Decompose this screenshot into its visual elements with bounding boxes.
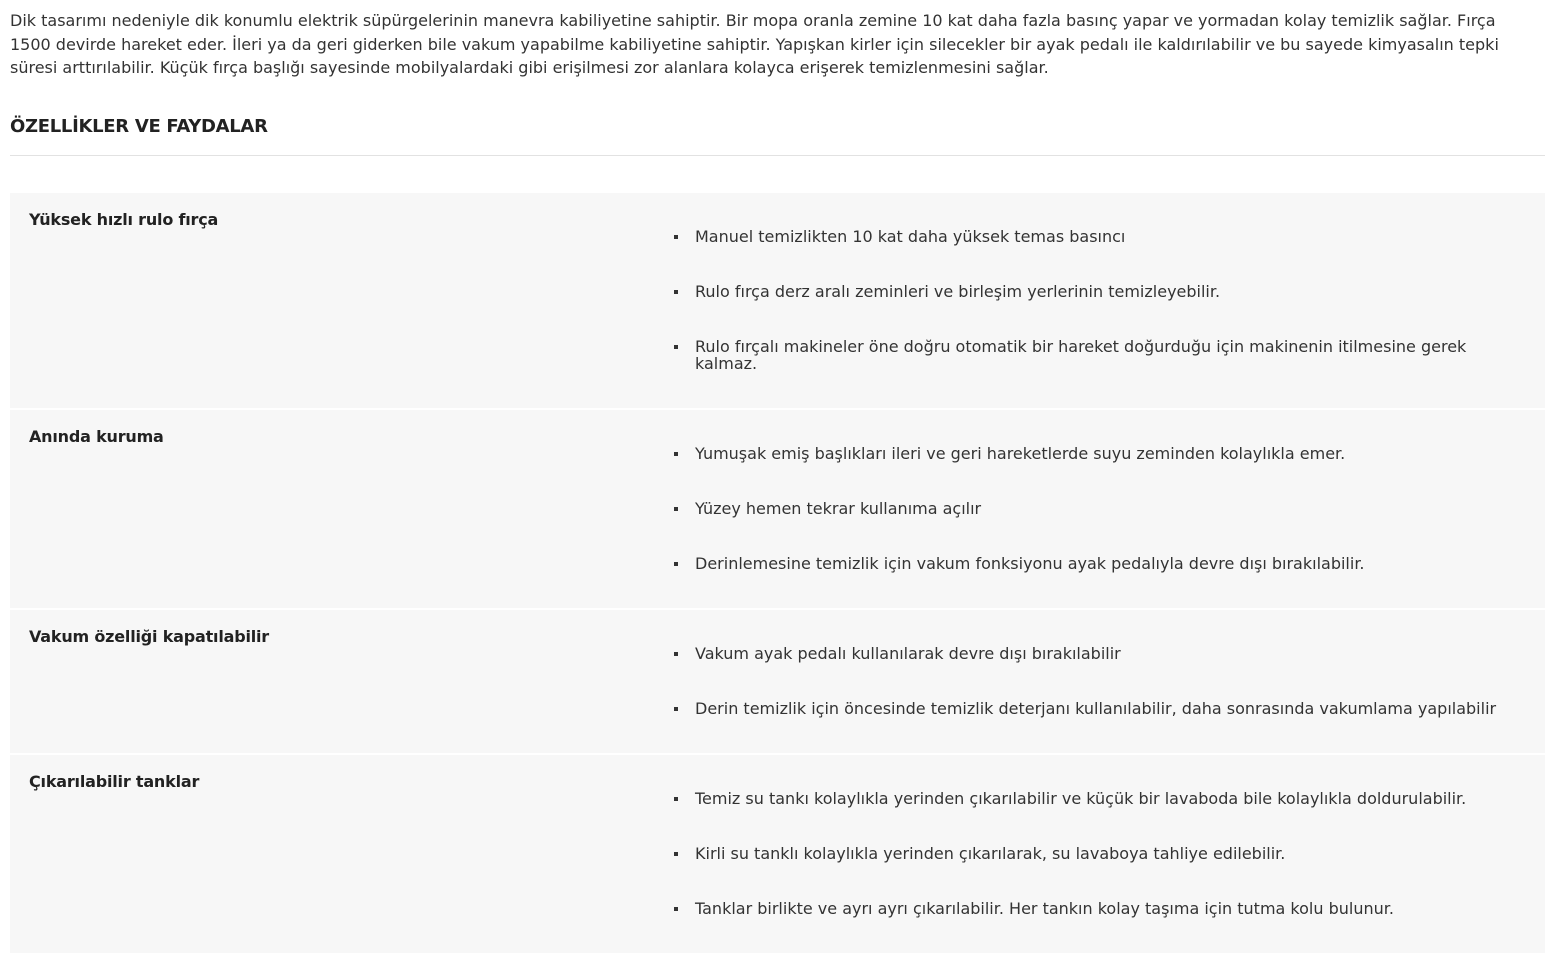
feature-bullet-item xyxy=(656,900,1525,917)
feature-bullet-item xyxy=(656,645,1525,662)
feature-title: Anında kuruma xyxy=(29,426,164,446)
feature-bullet-item xyxy=(656,338,1525,372)
feature-bullet-item xyxy=(656,700,1525,717)
feature-bullet-item xyxy=(656,845,1525,862)
feature-bullet-item xyxy=(656,555,1525,572)
feature-bullet-text: Rulo fırça derz aralı zeminleri ve birleşim yerlerinin temizleyebilir. xyxy=(695,281,1221,301)
section-title: ÖZELLİKLER VE FAYDALAR xyxy=(10,115,268,137)
bullet-square-icon xyxy=(674,345,678,349)
bullet-square-icon xyxy=(674,235,678,239)
bullet-square-icon xyxy=(674,707,678,711)
feature-bullet-item xyxy=(656,500,1525,517)
feature-bullet-list xyxy=(656,193,1545,408)
feature-bullet-text: Rulo fırçalı makineler öne doğru otomatik bir hareket doğurduğu için makinenin itilmesine gerek kalmaz. xyxy=(695,336,1467,373)
feature-row xyxy=(10,193,1545,410)
feature-bullet-text: Vakum ayak pedalı kullanılarak devre dışı bırakılabilir xyxy=(695,643,1121,663)
features-table xyxy=(10,193,1545,955)
feature-row xyxy=(10,755,1545,955)
feature-title: Yüksek hızlı rulo fırça xyxy=(29,209,219,229)
feature-bullet-item xyxy=(656,790,1525,807)
feature-bullet-item xyxy=(656,228,1525,245)
feature-bullet-text: Yumuşak emiş başlıkları ileri ve geri hareketlerde suyu zeminden kolaylıkla emer. xyxy=(695,443,1346,463)
product-description: Dik tasarımı nedeniyle dik konumlu elektrik süpürgelerinin manevra kabiliyetine sahiptir. Bir mopa oranla zemine 10 kat daha fazla basınç yapar ve yormadan kolay temizlik sağlar. Fırça 1500 devirde hareket eder. İleri ya da geri giderken bile vakum yapabilme kabiliyetine sahiptir. Yapışkan kirler için silecekler bir ayak pedalı ile kaldırılabilir ve bu sayede kimyasalın tepki süresi arttırılabilir. Küçük fırça başlığı sayesinde mobilyalardaki gibi erişilmesi zor alanlara kolayca erişerek temizlenmesini sağlar. xyxy=(10,11,1499,77)
feature-bullet-text: Temiz su tankı kolaylıkla yerinden çıkarılabilir ve küçük bir lavaboda bile kolaylıkla doldurulabilir. xyxy=(695,788,1467,808)
feature-bullet-text: Derin temizlik için öncesinde temizlik deterjanı kullanılabilir, daha sonrasında vakumlama yapılabilir xyxy=(695,698,1497,718)
feature-bullet-text: Yüzey hemen tekrar kullanıma açılır xyxy=(695,498,982,518)
bullet-square-icon xyxy=(674,652,678,656)
feature-bullet-item xyxy=(656,283,1525,300)
feature-title: Vakum özelliği kapatılabilir xyxy=(29,626,269,646)
bullet-square-icon xyxy=(674,852,678,856)
feature-bullet-text: Derinlemesine temizlik için vakum fonksiyonu ayak pedalıyla devre dışı bırakılabilir. xyxy=(695,553,1365,573)
feature-row xyxy=(10,410,1545,610)
bullet-square-icon xyxy=(674,797,678,801)
feature-row xyxy=(10,610,1545,755)
feature-bullet-text: Manuel temizlikten 10 kat daha yüksek temas basıncı xyxy=(695,226,1126,246)
feature-bullet-item xyxy=(656,445,1525,462)
feature-bullet-text: Tanklar birlikte ve ayrı ayrı çıkarılabilir. Her tankın kolay taşıma için tutma kolu bulunur. xyxy=(695,898,1394,918)
bullet-square-icon xyxy=(674,290,678,294)
feature-bullet-list xyxy=(656,755,1545,953)
feature-title: Çıkarılabilir tanklar xyxy=(29,771,200,791)
section-divider xyxy=(10,155,1545,156)
bullet-square-icon xyxy=(674,907,678,911)
feature-bullet-list xyxy=(656,410,1545,608)
bullet-square-icon xyxy=(674,452,678,456)
bullet-square-icon xyxy=(674,562,678,566)
feature-bullet-list xyxy=(656,610,1545,753)
bullet-square-icon xyxy=(674,507,678,511)
feature-bullet-text: Kirli su tanklı kolaylıkla yerinden çıkarılarak, su lavaboya tahliye edilebilir. xyxy=(695,843,1286,863)
